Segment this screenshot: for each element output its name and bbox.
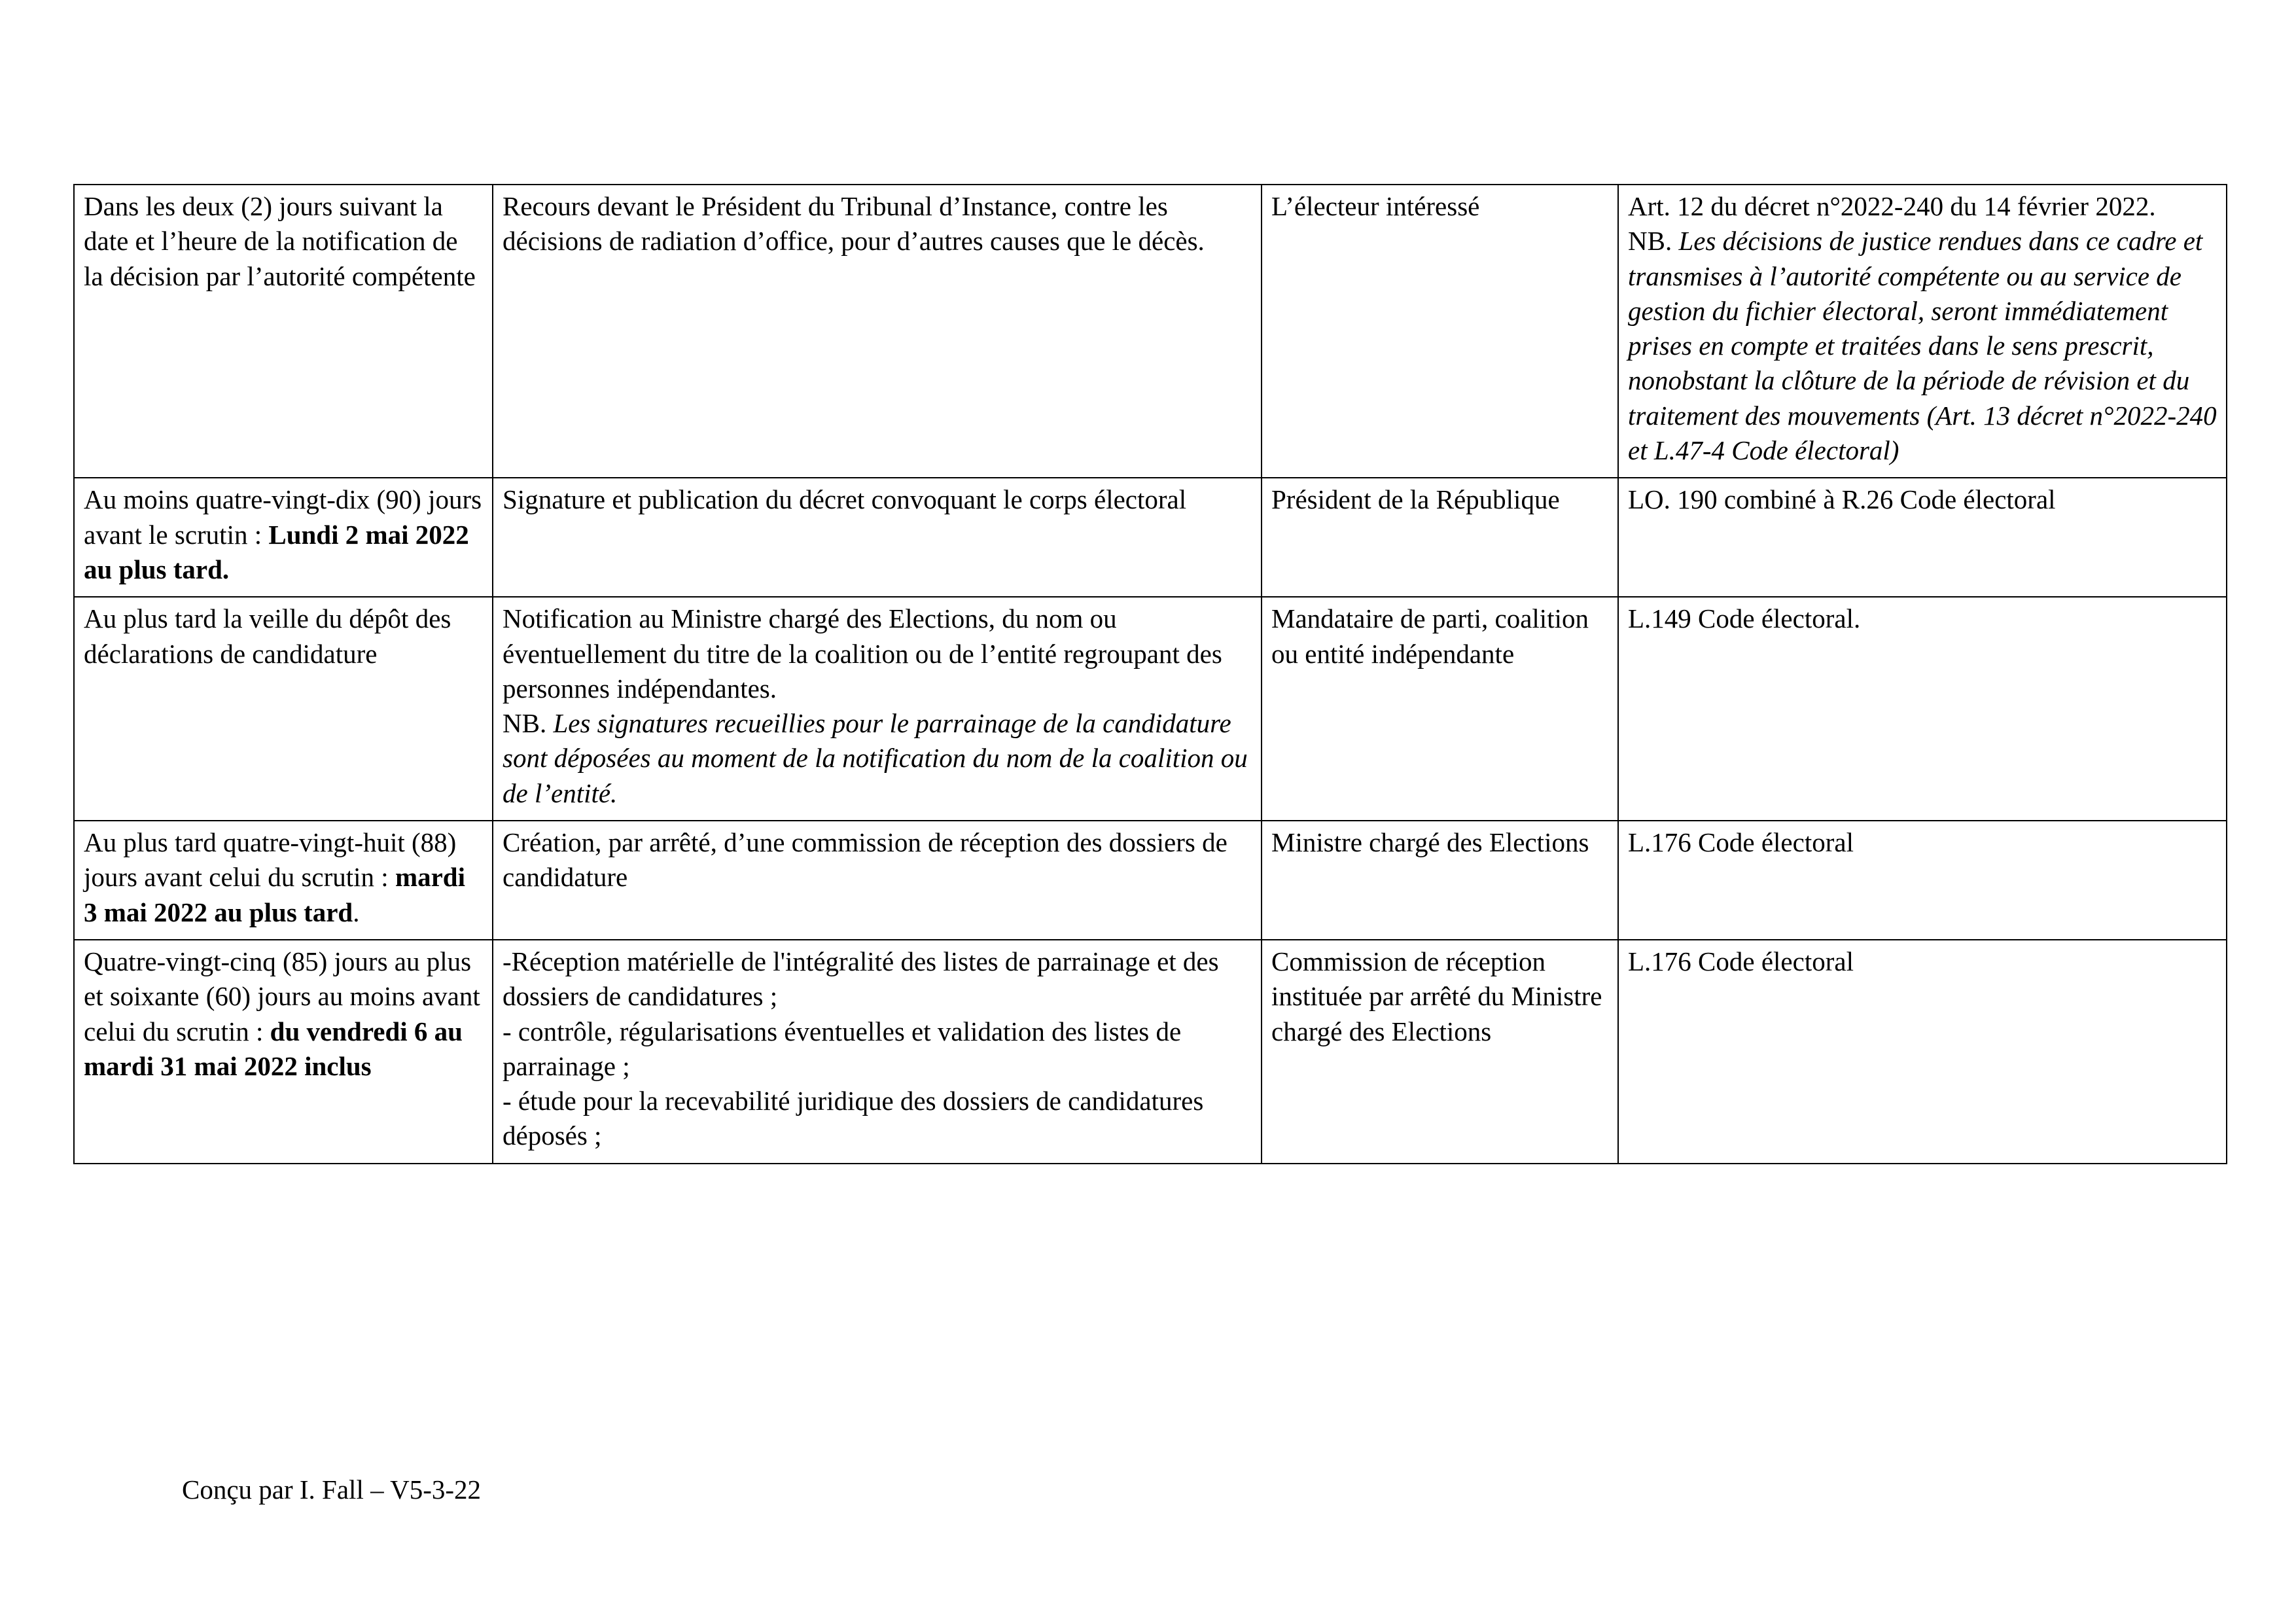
deadline-plain: Au plus tard quatre-vingt-huit (88) jours avant celui du scrutin : — [84, 827, 457, 893]
deadline-bold-date: mardi 3 mai 2022 au plus tard — [84, 862, 465, 927]
electoral-schedule-table — [73, 184, 2227, 1164]
reference-text: L.176 Code électoral — [1628, 827, 1854, 858]
actor-text: Commission de réception instituée par arrêté du Ministre chargé des Elections — [1271, 946, 1602, 1046]
nb-label: NB. — [503, 708, 547, 739]
actor-cell — [1262, 185, 1618, 478]
actor-cell — [1262, 597, 1618, 821]
reference-text: L.176 Code électoral — [1628, 946, 1854, 976]
reference-cell — [1618, 821, 2227, 940]
schedule-table-wrapper — [73, 184, 2226, 1164]
reference-cell — [1618, 940, 2227, 1164]
table-row — [74, 478, 2227, 597]
deadline-cell — [74, 185, 493, 478]
deadline-plain: Quatre-vingt-cinq (85) jours au plus et soixante (60) jours au moins avant celui du scrutin : — [84, 946, 480, 1046]
operation-text: Création, par arrêté, d’une commission de réception des dossiers de candidature — [503, 827, 1227, 893]
operation-cell — [493, 185, 1262, 478]
deadline-text: Dans les deux (2) jours suivant la date et l’heure de la notification de la décision par l’autorité compétente — [84, 191, 476, 291]
operation-item-1: -Réception matérielle de l'intégralité des listes de parrainage et des dossiers de candidatures ; — [503, 946, 1219, 1012]
deadline-bold-date: Lundi 2 mai 2022 au plus tard. — [84, 519, 469, 584]
operation-text: Notification au Ministre chargé des Elections, du nom ou éventuellement du titre de la coalition ou de l’entité regroupant des personnes indépendantes. — [503, 603, 1222, 704]
actor-text: Mandataire de parti, coalition ou entité indépendante — [1271, 603, 1589, 669]
reference-cell — [1618, 478, 2227, 597]
reference-cell — [1618, 597, 2227, 821]
actor-text: L’électeur intéressé — [1271, 191, 1480, 221]
deadline-cell — [74, 821, 493, 940]
operation-cell — [493, 597, 1262, 821]
nb-italic-text: Les signatures recueillies pour le parrainage de la candidature sont déposées au moment de la notification du nom de la coalition ou de l’entité. — [503, 708, 1248, 808]
deadline-tail: . — [353, 897, 360, 927]
nb-italic-text: Les décisions de justice rendues dans ce cadre et transmises à l’autorité compétente ou au service de gestion du fichier électoral, seront immédiatement prises en compte et traitées dans le sens prescrit, nonobstant la clôture de la période de révision et du traitement des mouvements (Art. 13 décret n°2022-240 et L.47-4 Code électoral) — [1628, 226, 2217, 466]
actor-cell — [1262, 821, 1618, 940]
reference-cell — [1618, 185, 2227, 478]
reference-text: LO. 190 combiné à R.26 Code électoral — [1628, 484, 2056, 515]
actor-text: Président de la République — [1271, 484, 1560, 515]
nb-label: NB. — [1628, 226, 1672, 257]
deadline-cell — [74, 478, 493, 597]
operation-cell — [493, 940, 1262, 1164]
actor-cell — [1262, 940, 1618, 1164]
operation-text: Recours devant le Président du Tribunal d’Instance, contre les décisions de radiation d’office, pour d’autres causes que le décès. — [503, 191, 1205, 257]
reference-text: L.149 Code électoral. — [1628, 603, 1861, 634]
deadline-text: Au plus tard la veille du dépôt des déclarations de candidature — [84, 603, 451, 669]
operation-text: Signature et publication du décret convoquant le corps électoral — [503, 484, 1187, 515]
table-row — [74, 821, 2227, 940]
deadline-bold-date: du vendredi 6 au mardi 31 mai 2022 inclus — [84, 1016, 463, 1081]
operation-cell — [493, 821, 1262, 940]
operation-note — [503, 706, 1252, 811]
operation-item-2: - contrôle, régularisations éventuelles et validation des listes de parrainage ; — [503, 1016, 1182, 1081]
actor-text: Ministre chargé des Elections — [1271, 827, 1589, 858]
table-row — [74, 940, 2227, 1164]
reference-article: Art. 12 du décret n°2022-240 du 14 février 2022. — [1628, 191, 2156, 221]
deadline-cell — [74, 597, 493, 821]
operation-cell — [493, 478, 1262, 597]
page-footer: Conçu par I. Fall – V5-3-22 — [182, 1474, 482, 1505]
table-row — [74, 597, 2227, 821]
reference-note — [1628, 224, 2217, 468]
operation-item-3: - étude pour la recevabilité juridique des dossiers de candidatures déposés ; — [503, 1086, 1204, 1151]
actor-cell — [1262, 478, 1618, 597]
deadline-plain: Au moins quatre-vingt-dix (90) jours avant le scrutin : — [84, 484, 482, 550]
table-row — [74, 185, 2227, 478]
deadline-cell — [74, 940, 493, 1164]
